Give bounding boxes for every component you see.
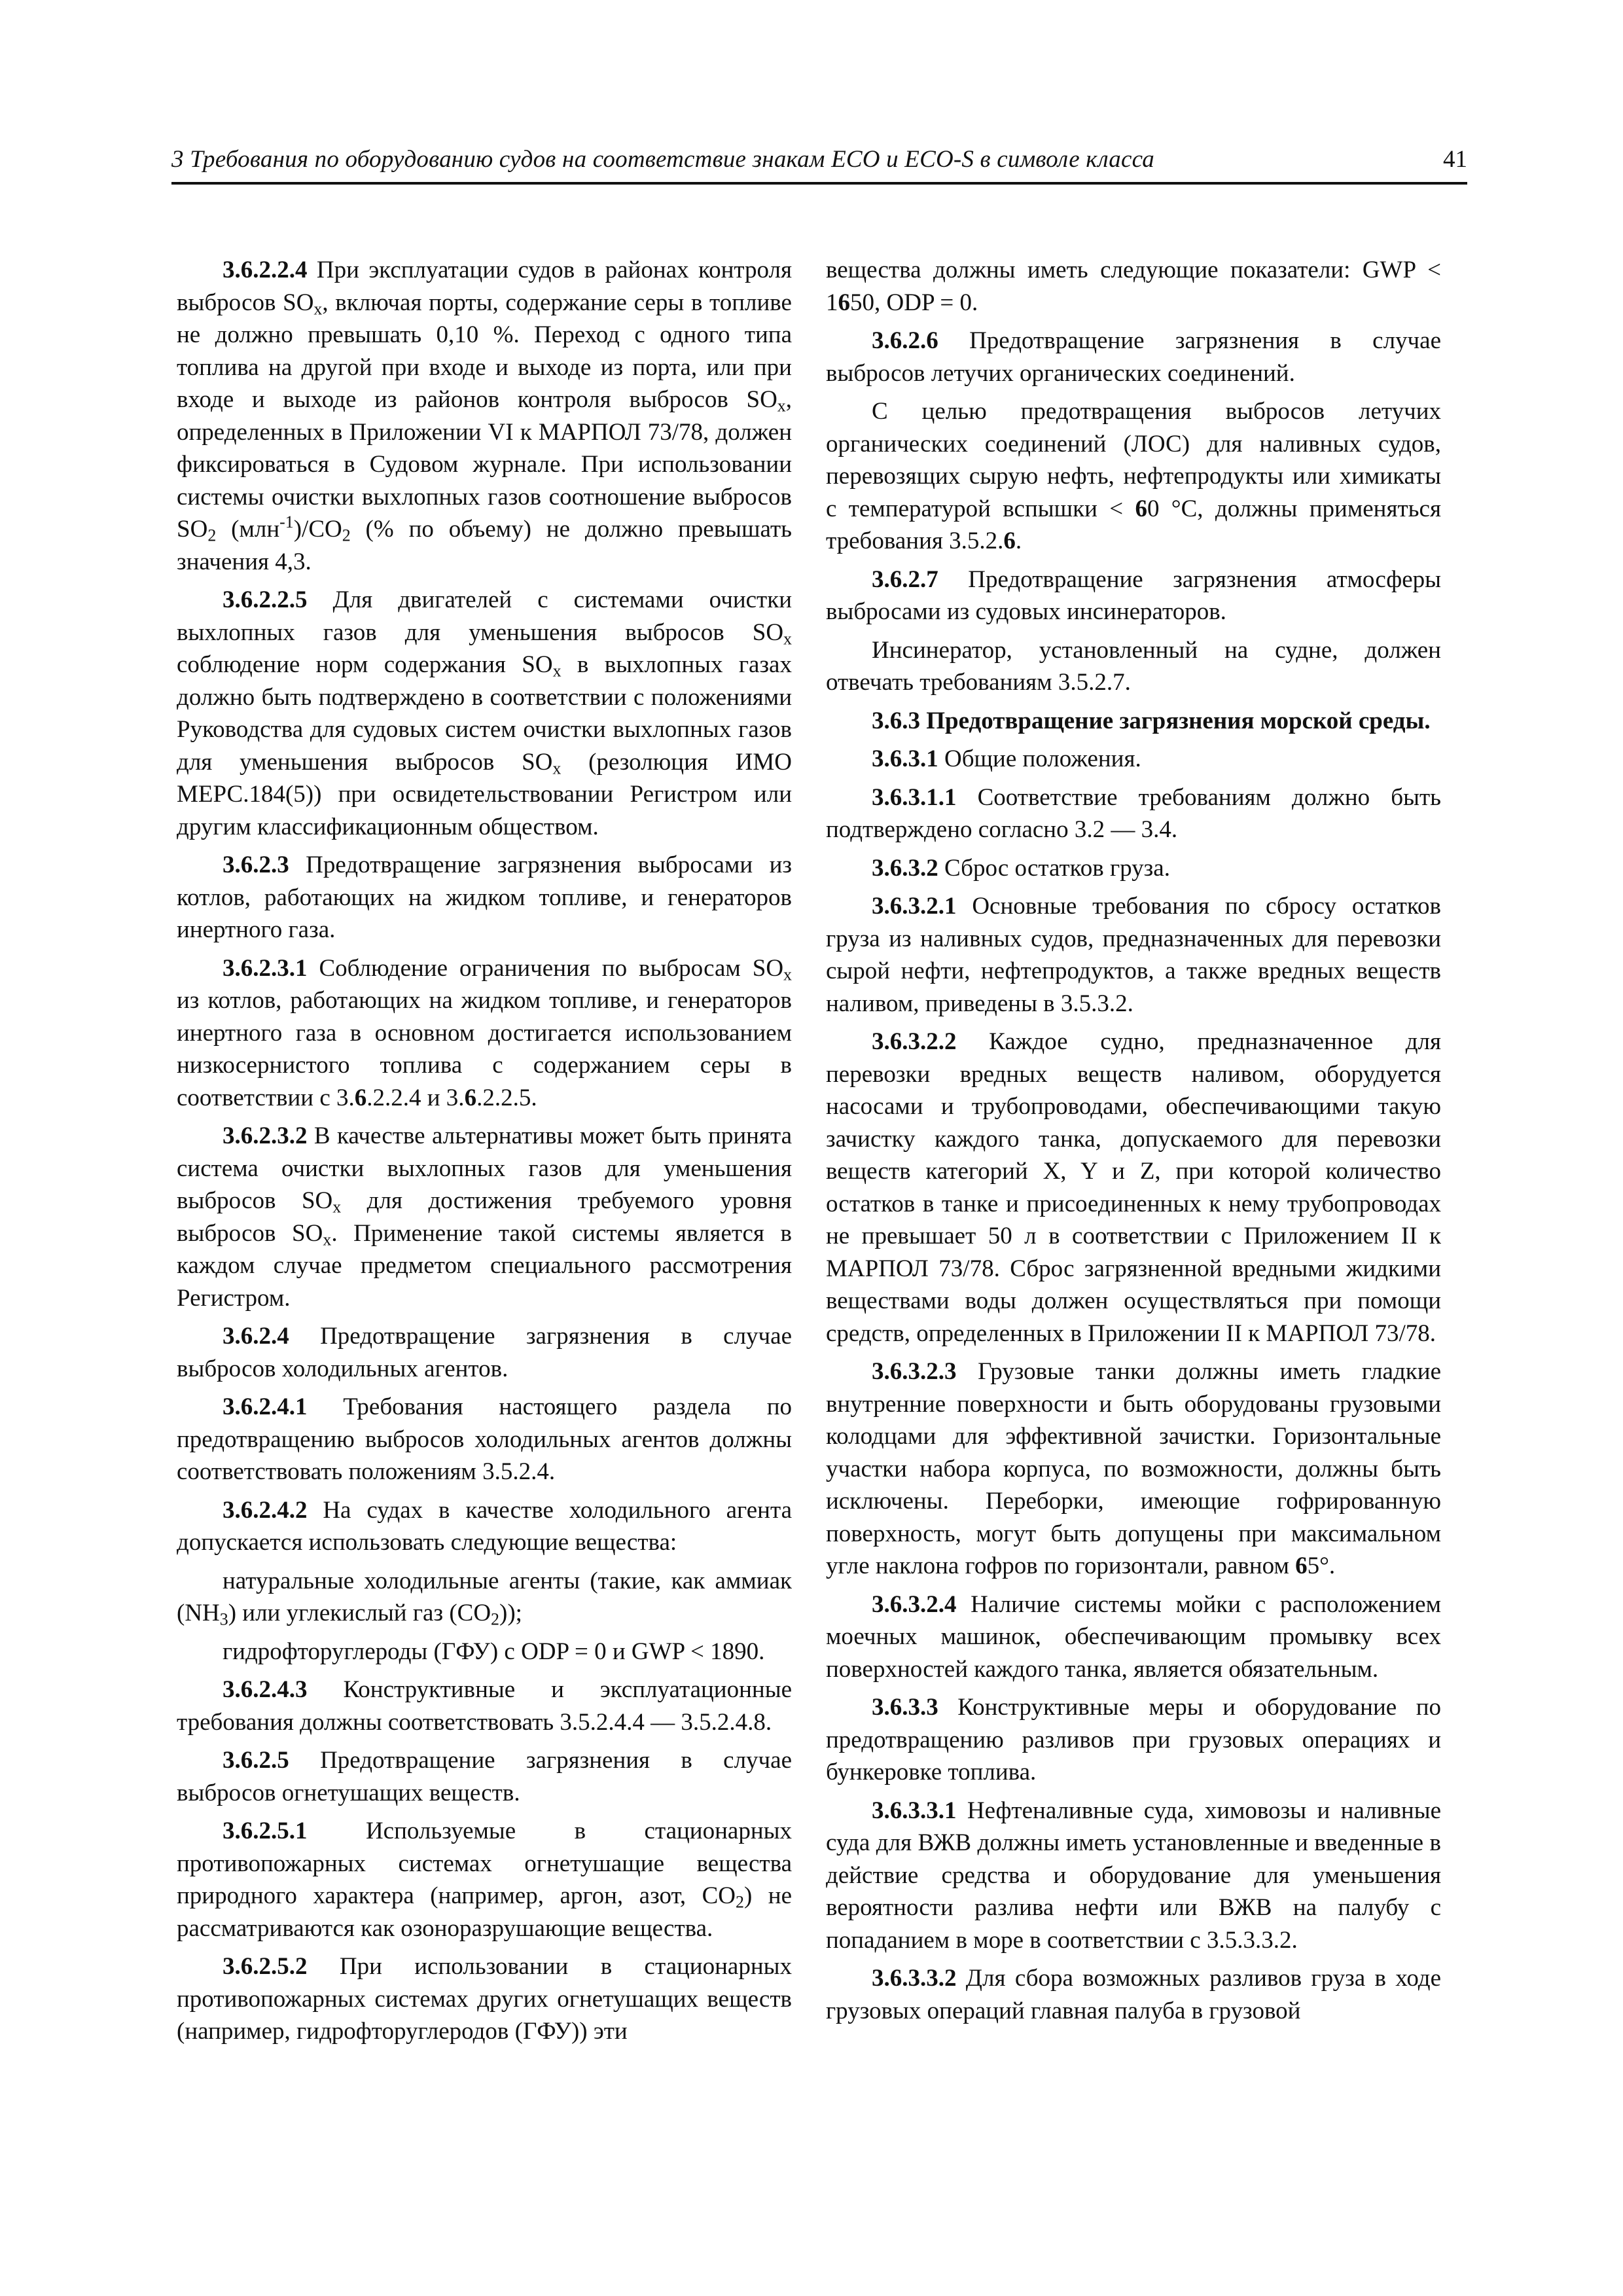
paragraph — [826, 781, 1441, 846]
paragraph — [177, 952, 792, 1115]
paragraph-text: Предотвращение загрязнения атмосферы выбросами из судовых инсинераторов. — [826, 565, 1441, 625]
paragraph-text: Для сбора возможных разливов груза в ходе грузовых операций главная палуба в грузовой — [826, 1965, 1441, 2024]
paragraph-text: Соблюдение ограничения по выбросам $SO_x$ из котлов, работающих на жидком топливе, и генераторов инертного газа в основном достигается использованием низкосернистого топлива с содержанием серы в соответствии с 3.6.2.2.4 и 3.6.2.2.5. — [177, 954, 792, 1111]
paragraph-text: Основные требования по сбросу остатков груза из наливных судов, предназначенных для перевозки сырой нефти, нефтепродуктов, а также вредных веществ наливом, приведены в 3.5.3.2. — [826, 893, 1441, 1017]
paragraph — [826, 890, 1441, 1020]
clause-number: 3.6.2.5.1 — [223, 1818, 308, 1844]
paragraph-text: гидрофторуглероды (ГФУ) с ODP = 0 и GWP < 1890. — [223, 1638, 765, 1665]
paragraph — [826, 395, 1441, 558]
running-header-title: 3 Требования по оборудованию судов на соответствие знакам ECO и ECO-S в символе класса — [171, 146, 1154, 173]
clause-number: 3.6.2.4.2 — [223, 1496, 308, 1524]
paragraph-text: Предотвращение загрязнения в случае выбросов холодильных агентов. — [177, 1323, 792, 1382]
paragraph — [177, 254, 792, 578]
clause-number: 3.6.2.2.5 — [223, 586, 308, 613]
paragraph-text: Каждое судно, предназначенное для перевозки вредных веществ наливом, оборудуется насосами и трубопроводами, обеспечивающими такую зачистку каждого танка, допускаемого для перевозки веществ категорий X, Y и Z, при которой количество остатков в танке и присоединенных к нему трубопроводах не превышает 50 л в соответствии с Приложением II к МАРПОЛ 73/78. Сброс загрязненной вредными жидкими веществами воды должен осуществляться при помощи средств, определенных в Приложении II к МАРПОЛ 73/78. — [826, 1028, 1441, 1347]
paragraph-text: Конструктивные и эксплуатационные требования должны соответствовать 3.5.2.4.4 — 3.5.2.4.8. — [177, 1676, 792, 1736]
paragraph — [177, 1565, 792, 1630]
paragraph-text: Сброс остатков груза. — [938, 854, 1170, 882]
clause-number: 3.6.2.3.2 — [223, 1122, 308, 1149]
paragraph-text: Предотвращение загрязнения выбросами из котлов, работающих на жидком топливе, и генераторов инертного газа. — [177, 852, 792, 943]
paragraph — [177, 1950, 792, 2048]
paragraph-text: При эксплуатации судов в районах контроля выбросов $SO_x$, включая порты, содержание серы в топливе не должно превышать 0,10 %. Переход с одного типа топлива на другой при входе и выходе из порта, или при входе и выходе из районов контроля выбросов $SO_x$, определенных в Приложении VI к МАРПОЛ 73/78, должен фиксироваться в Судовом журнале. При использовании системы очистки выхлопных газов соотношение выбросов $SO_2$ $(млн^{-1})/CO_2$ (% по объему) не должно превышать значения 4,3. — [177, 257, 792, 575]
paragraph — [826, 1026, 1441, 1350]
clause-number: 3.6.3.1 — [872, 745, 938, 772]
clause-number: 3.6.3.2.2 — [872, 1028, 957, 1055]
clause-number: 3.6.2.4 — [223, 1323, 289, 1350]
clause-number: 3.6.2.5 — [223, 1747, 289, 1774]
paragraph-text: Общие положения. — [938, 745, 1141, 772]
clause-number: 3.6.3 — [872, 707, 920, 734]
paragraph — [826, 1588, 1441, 1686]
clause-number: 3.6.2.6 — [872, 327, 938, 354]
paragraph-text: Грузовые танки должны иметь гладкие внутренние поверхности и быть оборудованы грузовыми колодцами для эффективной зачистки. Горизонтальные участки набора корпуса, по возможности, должны быть исключены. Переборки, имеющие гофрированную поверхность, могут быть допущены при максимальном угле наклона гофров по горизонтали, равном 65°. — [826, 1358, 1441, 1579]
paragraph — [826, 705, 1441, 738]
clause-number: 3.6.2.2.4 — [223, 257, 308, 283]
paragraph — [177, 849, 792, 946]
paragraph — [177, 1320, 792, 1385]
page-header — [171, 143, 1467, 185]
paragraph — [826, 1795, 1441, 1957]
paragraph-text: Нефтеналивные суда, химовозы и наливные суда для ВЖВ должны иметь установленные и введенные в действие средства и оборудование для уменьшения вероятности разлива нефти или ВЖВ на палубу с попаданием в море в соответствии с 3.5.3.3.2. — [826, 1797, 1441, 1954]
clause-number: 3.6.2.4.1 — [223, 1393, 308, 1420]
right-column — [826, 254, 1441, 2033]
paragraph-text: Инсинератор, установленный на судне, должен отвечать требованиям 3.5.2.7. — [826, 636, 1441, 696]
paragraph-text: натуральные холодильные агенты (такие, как аммиак $(NH_3)$ или углекислый газ $(CO_2)$); — [177, 1567, 792, 1629]
clause-number: 3.6.3.3 — [872, 1694, 938, 1721]
clause-number: 3.6.3.2.3 — [872, 1358, 957, 1385]
paragraph — [826, 254, 1441, 319]
clause-number: 3.6.3.3.2 — [872, 1965, 957, 1992]
paragraph-text: С целью предотвращения выбросов летучих органических соединений (ЛОС) для наливных судов, перевозящих сырую нефть, нефтепродукты или химикаты с температурой вспышки < 60 °С, должны применяться требования 3.5.2.6. — [826, 398, 1441, 554]
clause-number: 3.6.3.1.1 — [872, 783, 957, 811]
clause-number: 3.6.2.7 — [872, 565, 938, 593]
clause-number: 3.6.2.5.2 — [223, 1953, 308, 1980]
paragraph — [177, 1674, 792, 1738]
paragraph — [177, 1494, 792, 1559]
clause-number: 3.6.2.4.3 — [223, 1676, 308, 1703]
paragraph — [177, 1391, 792, 1488]
clause-number: 3.6.3.2 — [872, 854, 938, 882]
paragraph — [177, 1120, 792, 1314]
paragraph-text: На судах в качестве холодильного агента допускается использовать следующие вещества: — [177, 1496, 792, 1556]
paragraph-text: Требования настоящего раздела по предотвращению выбросов холодильных агентов должны соответствовать положениям 3.5.2.4. — [177, 1393, 792, 1485]
paragraph — [177, 1815, 792, 1945]
page-number: 41 — [1443, 146, 1467, 173]
paragraph-text: Используемые в стационарных противопожарных системах огнетушащие вещества природного характера (например, аргон, азот, $CO_2$) не рассматриваются как озоноразрушающие вещества. — [177, 1818, 792, 1942]
paragraph-text: Предотвращение загрязнения в случае выбросов огнетушащих веществ. — [177, 1747, 792, 1806]
paragraph-text: Конструктивные меры и оборудование по предотвращению разливов при грузовых операциях и бункеровке топлива. — [826, 1694, 1441, 1785]
paragraph — [177, 1744, 792, 1809]
paragraph — [826, 634, 1441, 699]
paragraph-text: При использовании в стационарных противопожарных системах других огнетушащих веществ (например, гидрофторуглеродов (ГФУ)) эти — [177, 1953, 792, 2045]
clause-number: 3.6.2.3.1 — [223, 954, 308, 982]
clause-number: 3.6.3.3.1 — [872, 1797, 957, 1824]
paragraph — [826, 852, 1441, 885]
paragraph — [826, 1691, 1441, 1789]
paragraph — [826, 743, 1441, 776]
paragraph — [826, 564, 1441, 628]
paragraph — [177, 584, 792, 843]
paragraph — [826, 1962, 1441, 2027]
paragraph — [177, 1636, 792, 1668]
left-column — [177, 254, 792, 2054]
paragraph — [826, 1355, 1441, 1583]
clause-number: 3.6.3.2.4 — [872, 1590, 957, 1618]
paragraph-text: Соответствие требованиям должно быть подтверждено согласно 3.2 — 3.4. — [826, 783, 1441, 843]
paragraph-text: Для двигателей с системами очистки выхлопных газов для уменьшения выбросов $SO_x$ соблюдение норм содержания $SO_x$ в выхлопных газах должно быть подтверждено в соответствии с положениями Руководства для судовых систем очистки выхлопных газов для уменьшения выбросов $SO_x$ (резолюция ИМО МЕРС.184(5)) при освидетельствовании Регистром или другим классификационным обществом. — [177, 586, 792, 840]
paragraph — [826, 325, 1441, 389]
paragraph-text: Предотвращение загрязнения в случае выбросов летучих органических соединений. — [826, 327, 1441, 387]
clause-number: 3.6.3.2.1 — [872, 893, 957, 920]
paragraph-text: Наличие системы мойки с расположением моечных машинок, обеспечивающим промывку всех поверхностей каждого танка, является обязательным. — [826, 1590, 1441, 1683]
clause-number: 3.6.2.3 — [223, 852, 289, 878]
paragraph-text: В качестве альтернативы может быть принята система очистки выхлопных газов для уменьшения выбросов $SO_x$ для достижения требуемого уровня выбросов $SO_x$. Применение такой системы является в каждом случае предметом специального рассмотрения Регистром. — [177, 1122, 792, 1312]
paragraph-text: Предотвращение загрязнения морской среды. — [920, 707, 1431, 734]
paragraph-text: вещества должны иметь следующие показатели: GWP < 1650, ODP = 0. — [826, 257, 1441, 316]
